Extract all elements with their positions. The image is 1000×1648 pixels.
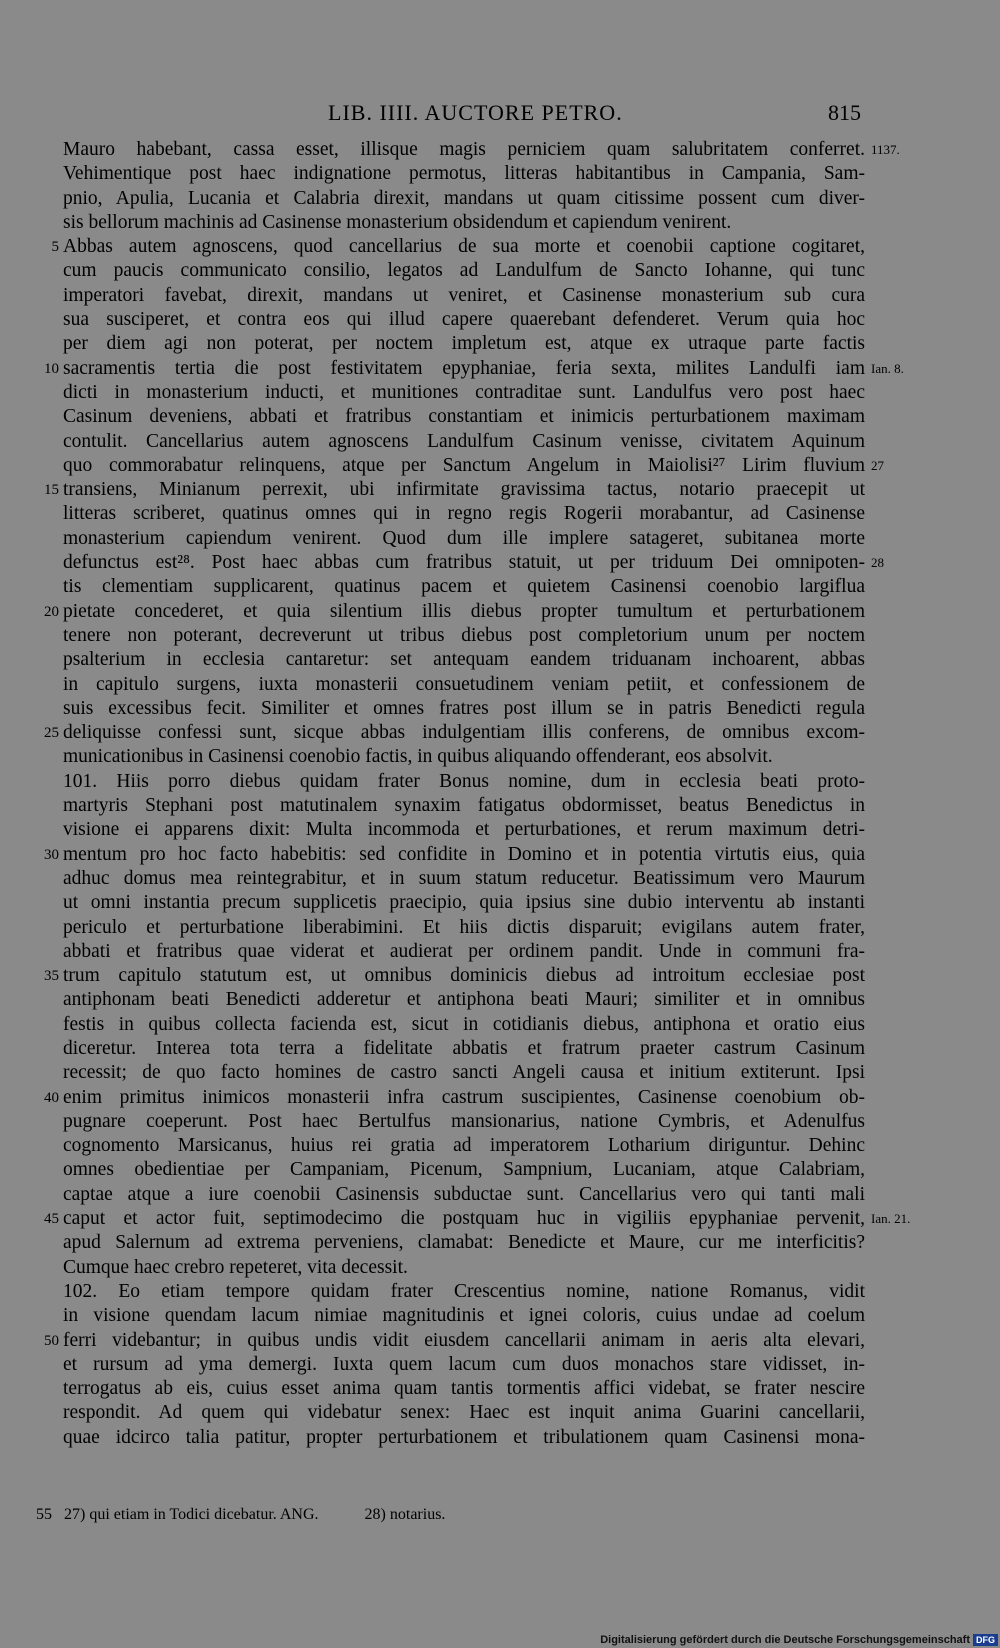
text-line bbox=[44, 478, 865, 502]
text-line bbox=[63, 1377, 865, 1401]
text-line bbox=[63, 187, 865, 211]
line-text: quae idcirco talia patitur, propter perturbationem et tribulationem quam Casinensi mona- bbox=[63, 1426, 865, 1448]
running-header bbox=[0, 100, 1000, 130]
margin-note: 27 bbox=[871, 457, 884, 473]
line-number: 35 bbox=[44, 968, 59, 985]
line-text: captae atque a iure coenobii Casinensis subductae sunt. Cancellarius vero qui tanti mali bbox=[63, 1183, 865, 1205]
text-line bbox=[44, 843, 865, 867]
text-line bbox=[63, 405, 865, 429]
line-text: respondit. Ad quem qui videbatur senex: Haec est inquit anima Guarini cancellarii, bbox=[63, 1402, 865, 1424]
line-number: 30 bbox=[44, 846, 59, 863]
line-text: pugnare coeperunt. Post haec Bertulfus mansionarius, natione Cymbris, et Adenulfus bbox=[63, 1110, 865, 1132]
line-text: Cumque haec crebro repeteret, vita decessit. bbox=[63, 1256, 408, 1278]
line-text: martyris Stephani post matutinalem synaxim fatigatus obdormisset, beatus Benedictus in bbox=[63, 795, 865, 817]
line-text: adhuc domus mea reintegrabitur, et in suum statum reducetur. Beatissimum vero Maurum bbox=[63, 867, 865, 889]
text-line bbox=[63, 940, 865, 964]
line-number: 20 bbox=[44, 603, 59, 620]
line-text: Vehimentique post haec indignatione permotus, litteras habitantibus in Campania, Sam- bbox=[63, 163, 865, 185]
text-line bbox=[63, 988, 865, 1012]
margin-note: Ian. 21. bbox=[871, 1211, 911, 1227]
margin-note: Ian. 8. bbox=[871, 360, 904, 376]
text-line bbox=[63, 1353, 865, 1377]
text-line bbox=[63, 1013, 865, 1037]
text-line bbox=[63, 1231, 865, 1255]
line-text: terrogatus ab eis, cuius esset anima quam tantis tormentis affici videbat, se frater nescire bbox=[63, 1378, 865, 1400]
line-text: psalterium in ecclesia cantaretur: set antequam eandem triduanam inchoarent, abbas bbox=[63, 649, 865, 671]
footnotes bbox=[36, 1506, 445, 1524]
line-text: per diem agi non poterat, per noctem impletum est, atque ex utraque parte factis bbox=[63, 333, 865, 355]
text-line bbox=[63, 527, 865, 551]
text-line bbox=[63, 624, 865, 648]
text-line bbox=[63, 502, 865, 526]
text-line bbox=[63, 381, 865, 405]
text-line bbox=[44, 1086, 865, 1110]
line-text: periculo et perturbatione liberabimini. Et hiis dictis disparuit; evigilans autem frater, bbox=[63, 916, 865, 938]
line-text: caput et actor fuit, septimodecimo die postquam huc in vigiliis epyphaniae pervenit, bbox=[63, 1208, 865, 1230]
text-line bbox=[63, 454, 884, 478]
text-line bbox=[63, 916, 865, 940]
line-text: 101. Hiis porro diebus quidam frater Bonus nomine, dum in ecclesia beati proto- bbox=[63, 770, 865, 792]
text-line bbox=[63, 697, 865, 721]
text-line bbox=[63, 867, 865, 891]
line-text: pietate concederet, et quia silentium illis diebus propter tumultum et perturbationem bbox=[63, 600, 865, 622]
line-number: 15 bbox=[44, 482, 59, 499]
line-number: 50 bbox=[44, 1332, 59, 1349]
footnote-28: 28) notarius. bbox=[364, 1506, 446, 1523]
line-text: sua susciperet, et contra eos qui illud capere quaerebant defenderet. Verum quia hoc bbox=[63, 309, 865, 331]
line-text: Casinum deveniens, abbati et fratribus constantiam et inimicis perturbationem maximam bbox=[63, 406, 865, 428]
line-text: in capitulo surgens, iuxta monasterii consuetudinem veniam petiit, et confessionem de bbox=[63, 673, 865, 695]
text-line bbox=[63, 1280, 865, 1304]
text-line bbox=[44, 1207, 911, 1231]
line-text: cum paucis communicato consilio, legatos ad Landulfum de Sancto Iohanne, qui tunc bbox=[63, 260, 865, 282]
margin-note: 28 bbox=[871, 555, 884, 571]
text-line bbox=[63, 1426, 865, 1450]
line-text: sis bellorum machinis ad Casinense monasterium obsidendum et capiendum venirent. bbox=[63, 211, 732, 233]
text-line bbox=[63, 308, 865, 332]
line-text: suis excessibus fecit. Similiter et omnes fratres post illum se in patris Benedicti regula bbox=[63, 697, 865, 719]
line-text: monasterium capiendum venirent. Quod dum ille implere satageret, subitanea morte bbox=[63, 527, 865, 549]
line-text: antiphonam beati Benedicti adderetur et antiphona beati Mauri; similiter et in omnibus bbox=[63, 989, 865, 1011]
line-text: ut omni instantia precum supplicetis praecipio, quia ipsius sine dubio interventu ab instanti bbox=[63, 892, 865, 914]
text-line bbox=[63, 1037, 865, 1061]
line-text: in visione quendam lacum nimiae magnitudinis et ignei coloris, cuius undae ad coelum bbox=[63, 1305, 865, 1327]
line-text: festis in quibus collecta facienda est, sicut in cotidianis diebus, antiphona et oratio eius bbox=[63, 1013, 865, 1035]
line-text: diceretur. Interea tota terra a fidelitate abbatis et fratrum praeter castrum Casinum bbox=[63, 1037, 865, 1059]
text-line bbox=[63, 1256, 865, 1280]
line-text: et rursum ad yma demergi. Iuxta quem lacum cum duos monachos stare vidisset, in- bbox=[63, 1353, 865, 1375]
main-text bbox=[44, 138, 911, 1450]
text-line bbox=[63, 794, 865, 818]
text-line bbox=[51, 235, 865, 259]
text-line bbox=[63, 1304, 865, 1328]
text-line bbox=[63, 1183, 865, 1207]
line-number: 45 bbox=[44, 1211, 59, 1228]
credit-text: Digitalisierung gefördert durch die Deutsche Forschungsgemeinschaft bbox=[600, 1634, 970, 1646]
text-line bbox=[63, 770, 865, 794]
line-text: apud Salernum ad extrema perveniens, clamabat: Benedicte et Maure, cur me interficitis? bbox=[63, 1232, 865, 1254]
line-text: Mauro habebant, cassa esset, illisque magis perniciem quam salubritatem conferret. bbox=[63, 139, 865, 160]
text-line bbox=[63, 1061, 865, 1085]
text-line bbox=[63, 648, 865, 672]
text-line bbox=[63, 1134, 865, 1158]
margin-note: 1137. bbox=[871, 142, 900, 157]
text-line bbox=[63, 138, 900, 162]
line-text: deliquisse confessi sunt, sicque abbas indulgentiam illis conferens, de omnibus excom- bbox=[63, 722, 865, 744]
text-line bbox=[63, 745, 865, 769]
line-text: 102. Eo etiam tempore quidam frater Crescentius nomine, natione Romanus, vidit bbox=[63, 1280, 865, 1302]
line-text: omnes obedientiae per Campaniam, Picenum, Sampnium, Lucaniam, atque Calabriam, bbox=[63, 1159, 865, 1181]
text-line bbox=[63, 1401, 865, 1425]
text-line bbox=[63, 284, 865, 308]
line-text: defunctus est²⁸. Post haec abbas cum fratribus statuit, ut per triduum Dei omnipoten- bbox=[63, 552, 865, 574]
line-text: visione ei apparens dixit: Multa incommoda et perturbationes, et rerum maximum detri- bbox=[63, 819, 865, 841]
text-line bbox=[63, 430, 865, 454]
digitization-credit bbox=[600, 1634, 998, 1646]
line-text: recessit; de quo facto homines de castro sancti Angeli causa et initium extiterunt. Ipsi bbox=[63, 1062, 865, 1084]
line-text: trum capitulo statutum est, ut omnibus dominicis diebus ad introitum ecclesiae post bbox=[63, 965, 865, 987]
text-line bbox=[63, 891, 865, 915]
line-text: dicti in monasterium inducti, et munitiones contraditae sunt. Landulfus vero post haec bbox=[63, 381, 865, 403]
text-line bbox=[63, 1110, 865, 1134]
line-text: ferri videbantur; in quibus undis vidit eiusdem cancellarii animam in aeris alta elevari, bbox=[63, 1329, 865, 1351]
line-text: quo commorabatur relinquens, atque per Sanctum Angelum in Maiolisi²⁷ Lirim fluvium bbox=[63, 454, 865, 476]
text-line bbox=[63, 162, 865, 186]
line-text: tis clementiam supplicarent, quatinus pacem et quietem Casinensi coenobio largiflua bbox=[63, 576, 865, 598]
text-line bbox=[63, 551, 884, 575]
line-text: cognomento Marsicanus, huius rei gratia ad imperatorem Lotharium diriguntur. Dehinc bbox=[63, 1135, 865, 1157]
line-text: transiens, Minianum perrexit, ubi infirmitate gravissima tactus, notario praecepit ut bbox=[63, 479, 865, 501]
line-number: 40 bbox=[44, 1089, 59, 1106]
line-text: imperatori favebat, direxit, mandans ut veniret, et Casinense monasterium sub cura bbox=[63, 284, 865, 306]
text-line bbox=[44, 721, 865, 745]
text-line bbox=[44, 1329, 865, 1353]
line-text: abbati et fratribus quae viderat et audierat per ordinem pandit. Unde in communi fra- bbox=[63, 940, 865, 962]
line-text: municationibus in Casinensi coenobio factis, in quibus aliquando offenderant, eos absolvit. bbox=[63, 746, 773, 768]
page-number: 815 bbox=[828, 100, 861, 125]
text-line bbox=[63, 575, 865, 599]
text-line bbox=[63, 259, 865, 283]
running-title: LIB. IIII. AUCTORE PETRO. bbox=[328, 100, 623, 125]
line-text: contulit. Cancellarius autem agnoscens Landulfum Casinum venisse, civitatem Aquinum bbox=[63, 430, 865, 452]
line-text: litteras scriberet, quatinus omnes qui in regno regis Rogerii morabantur, ad Casinense bbox=[63, 503, 865, 525]
line-text: pnio, Apulia, Lucania et Calabria direxit, mandans ut quam citissime possent cum diver- bbox=[63, 187, 865, 209]
line-number: 25 bbox=[44, 725, 59, 742]
line-text: sacramentis tertia die post festivitatem epyphaniae, feria sexta, milites Landulfi iam bbox=[63, 357, 865, 379]
line-number: 10 bbox=[44, 360, 59, 377]
text-line bbox=[44, 600, 865, 624]
line-text: tenere non poterant, decreverunt ut tribus diebus post completorium unum per noctem bbox=[63, 624, 865, 646]
line-number: 5 bbox=[51, 239, 59, 256]
dfg-logo: DFG bbox=[973, 1634, 998, 1646]
line-text: Abbas autem agnoscens, quod cancellarius de sua morte et coenobii captione cogitaret, bbox=[63, 236, 865, 258]
line-text: mentum pro hoc facto habebitis: sed confidite in Domino et in potentia virtutis eius, quia bbox=[63, 843, 865, 865]
text-line bbox=[44, 357, 904, 381]
text-line bbox=[44, 964, 865, 988]
footnote-27: 27) qui etiam in Todici dicebatur. ANG. bbox=[64, 1506, 319, 1523]
text-line bbox=[63, 1158, 865, 1182]
text-line bbox=[63, 211, 865, 235]
text-line bbox=[63, 673, 865, 697]
text-line bbox=[63, 332, 865, 356]
footnote-line-number: 55 bbox=[36, 1506, 52, 1523]
text-line bbox=[63, 818, 865, 842]
line-text: enim primitus inimicos monasterii infra castrum suscipientes, Casinense coenobium ob- bbox=[63, 1086, 865, 1108]
